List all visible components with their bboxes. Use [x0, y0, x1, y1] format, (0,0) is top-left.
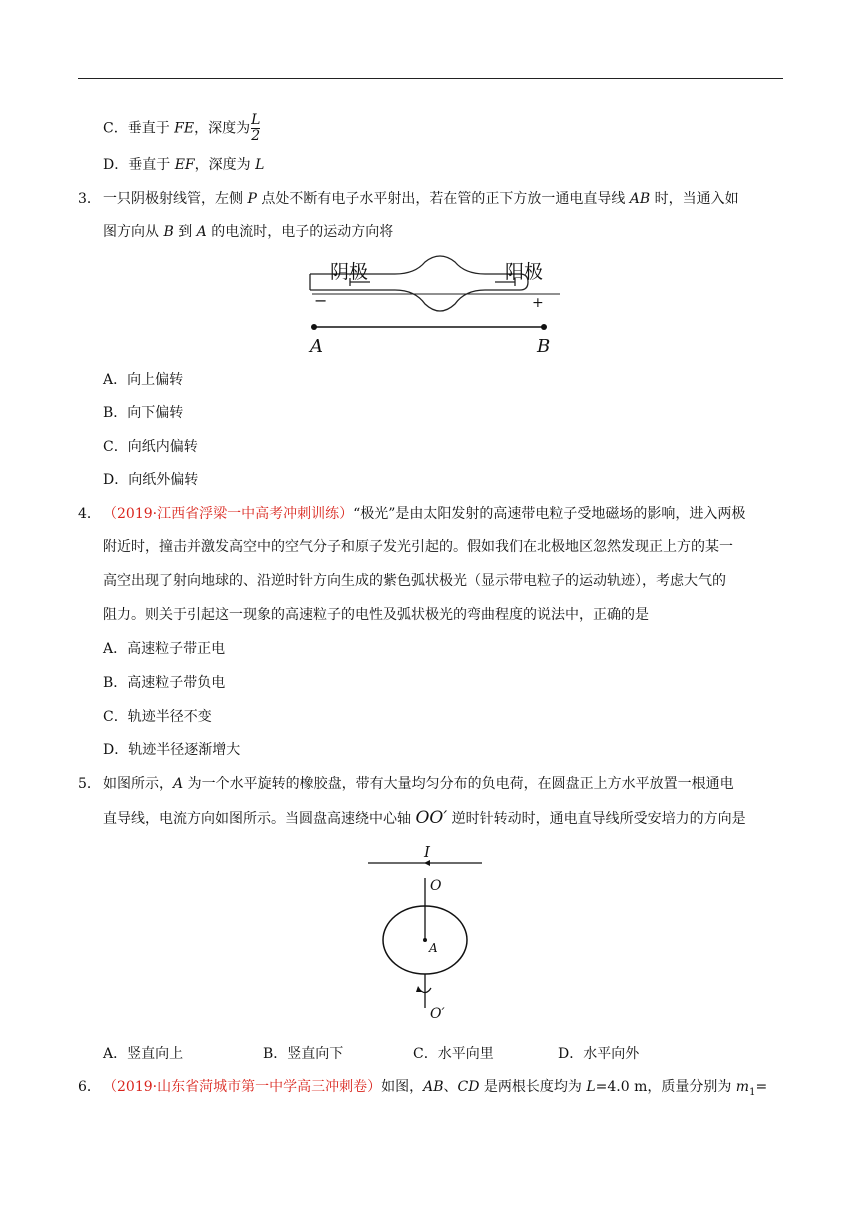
- fraction-l-over-2: $\frac{L}{2}$: [251, 112, 261, 144]
- q5-option-c[interactable]: C．水平向里: [413, 1046, 494, 1062]
- q6-source: （2019·山东省菏城市第一中学高三冲刺卷）: [103, 1079, 382, 1095]
- point-a-dot: [311, 324, 317, 330]
- q5-option-d[interactable]: D．水平向外: [558, 1046, 640, 1062]
- current-label: I: [424, 843, 430, 861]
- anode-label: 阳极: [505, 261, 544, 283]
- axis-top-label: O: [430, 878, 442, 894]
- q3-option-b[interactable]: B．向下偏转: [103, 405, 184, 421]
- q3-option-c[interactable]: C．向纸内偏转: [103, 439, 198, 455]
- q4-option-d[interactable]: D．轨迹半径逐渐增大: [103, 742, 241, 758]
- minus-sign: −: [314, 291, 328, 310]
- q6-stem-line1: 6． （2019·山东省菏城市第一中学高三冲刺卷）如图，AB、CD 是两根长度均为 L=4.0 m，质量分别为 $m_1=$: [78, 1079, 768, 1098]
- q4-option-c[interactable]: C．轨迹半径不变: [103, 709, 212, 725]
- plus-sign: +: [532, 295, 544, 311]
- point-b-dot: [541, 324, 547, 330]
- axis-bottom-label: O′: [430, 1006, 445, 1020]
- axis-oo-prime: OO′: [415, 808, 448, 828]
- point-a-label: A: [310, 336, 323, 357]
- q3-option-a[interactable]: A．向上偏转: [103, 372, 184, 388]
- header-rule: [78, 78, 783, 79]
- cathode-label: 阴极: [330, 261, 369, 283]
- q4-option-b[interactable]: B．高速粒子带负电: [103, 675, 226, 691]
- disc-center-label: A: [429, 941, 438, 955]
- point-b-label: B: [537, 336, 551, 357]
- q5-stem-line1: 5． 如图所示，A 为一个水平旋转的橡胶盘，带有大量均匀分布的负电荷，在圆盘正上方水平放置一根通电: [78, 776, 734, 792]
- cathode-ray-tube-figure: [300, 252, 570, 362]
- q2-option-d[interactable]: D．垂直于 EF，深度为 L: [103, 157, 265, 173]
- q4-stem-line2: 附近时，撞击并激发高空中的空气分子和原子发光引起的。假如我们在北极地区忽然发现正上方的某一: [103, 539, 733, 555]
- q4-source: （2019·江西省浮梁一中高考冲刺训练）: [103, 506, 354, 522]
- q3-stem-line2: 图方向从 B 到 A 的电流时，电子的运动方向将: [103, 224, 394, 240]
- q4-stem-line3: 高空出现了射向地球的、沿逆时针方向生成的紫色弧状极光（显示带电粒子的运动轨迹），考虑大气的: [103, 573, 726, 589]
- q4-stem-line1: 4． （2019·江西省浮梁一中高考冲刺训练）“极光”是由太阳发射的高速带电粒子受地磁场的影响，进入两极: [78, 506, 746, 522]
- q3-option-d[interactable]: D．向纸外偏转: [103, 472, 199, 488]
- q4-stem-line4: 阻力。则关于引起这一现象的高速粒子的电性及弧状极光的弯曲程度的说法中，正确的是: [103, 607, 649, 623]
- rotating-disc-figure: [360, 840, 490, 1020]
- q5-option-a[interactable]: A．竖直向上: [103, 1046, 184, 1062]
- q5-stem-line2: 直导线，电流方向如图所示。当圆盘高速绕中心轴 OO′ 逆时针转动时，通电直导线所受安培力的方向是: [103, 808, 746, 828]
- q3-stem-line1: 3． 一只阴极射线管，左侧 P 点处不断有电子水平射出，若在管的正下方放一通电直导线 AB 时，当通入如: [78, 191, 739, 207]
- q2-option-c[interactable]: C．垂直于 FE，深度为 $\frac{L}{2}$: [103, 112, 261, 144]
- disc-center: [423, 938, 427, 942]
- q5-option-b[interactable]: B．竖直向下: [263, 1046, 344, 1062]
- q4-option-a[interactable]: A．高速粒子带正电: [103, 641, 226, 657]
